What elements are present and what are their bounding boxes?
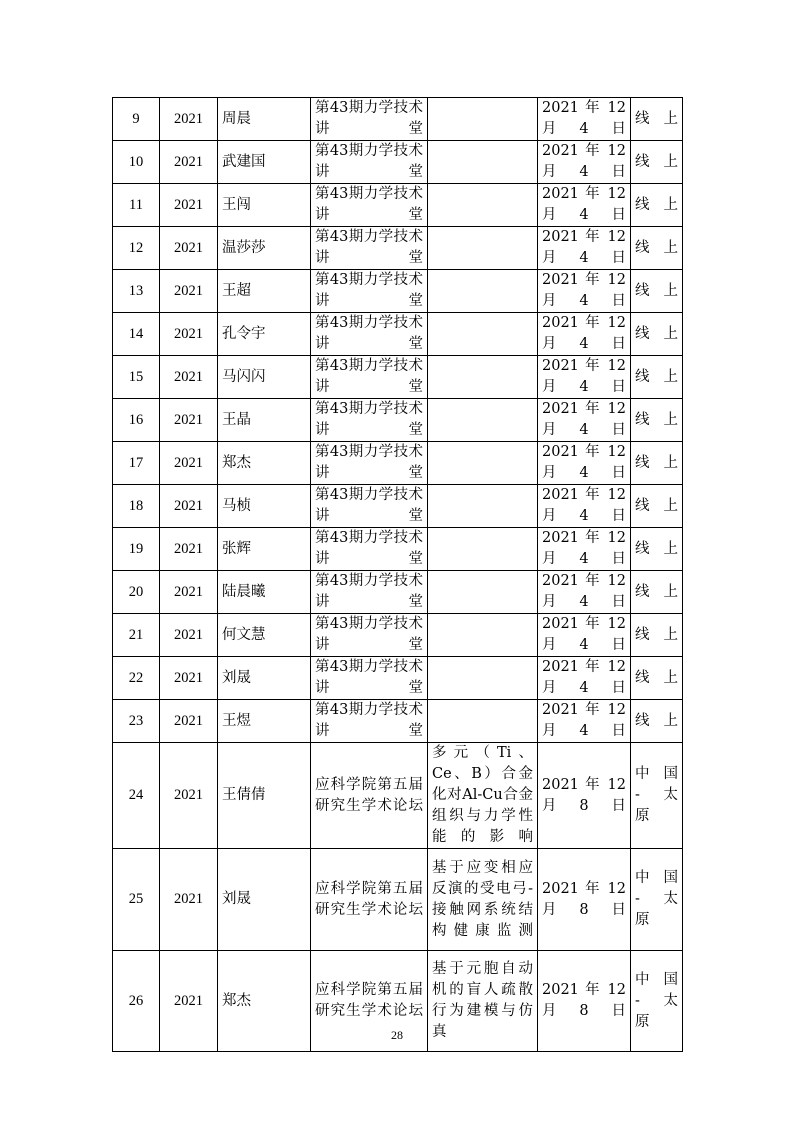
row-place: 线上 xyxy=(631,657,683,700)
table-row xyxy=(113,442,683,485)
row-topic xyxy=(428,227,538,270)
row-event: 第43期力学技术讲堂 xyxy=(311,227,428,270)
row-place: 线上 xyxy=(631,442,683,485)
row-place: 线上 xyxy=(631,571,683,614)
row-name: 温莎莎 xyxy=(218,227,311,270)
row-date: 2021 年 12 月4日 xyxy=(538,442,631,485)
row-year: 2021 xyxy=(160,571,218,614)
row-year: 2021 xyxy=(160,442,218,485)
row-year: 2021 xyxy=(160,614,218,657)
table-row xyxy=(113,849,683,951)
row-year: 2021 xyxy=(160,951,218,1052)
row-year: 2021 xyxy=(160,98,218,141)
row-topic xyxy=(428,270,538,313)
table-row xyxy=(113,571,683,614)
row-name: 郑杰 xyxy=(218,951,311,1052)
row-topic xyxy=(428,657,538,700)
row-topic xyxy=(428,356,538,399)
row-topic xyxy=(428,399,538,442)
table-row xyxy=(113,141,683,184)
row-index: 20 xyxy=(113,571,160,614)
row-date: 2021 年 12 月4日 xyxy=(538,614,631,657)
row-name: 孔令宇 xyxy=(218,313,311,356)
row-date: 2021 年 12 月4日 xyxy=(538,184,631,227)
row-name: 郑杰 xyxy=(218,442,311,485)
row-index: 10 xyxy=(113,141,160,184)
row-place: 线上 xyxy=(631,270,683,313)
row-place: 线上 xyxy=(631,98,683,141)
row-name: 陆晨曦 xyxy=(218,571,311,614)
row-name: 刘晟 xyxy=(218,849,311,951)
row-date: 2021 年 12 月4日 xyxy=(538,528,631,571)
row-date: 2021 年 12 月4日 xyxy=(538,571,631,614)
row-place: 线上 xyxy=(631,700,683,743)
row-place: 线上 xyxy=(631,184,683,227)
row-topic xyxy=(428,98,538,141)
row-place: 线上 xyxy=(631,356,683,399)
row-year: 2021 xyxy=(160,743,218,849)
row-date: 2021 年 12 月4日 xyxy=(538,700,631,743)
row-event: 第43期力学技术讲堂 xyxy=(311,657,428,700)
row-index: 25 xyxy=(113,849,160,951)
row-date: 2021 年 12 月4日 xyxy=(538,657,631,700)
row-date: 2021 年 12 月4日 xyxy=(538,270,631,313)
row-place: 中 国 - 太 原 xyxy=(631,743,683,849)
table-row xyxy=(113,356,683,399)
table-row xyxy=(113,528,683,571)
row-event: 第43期力学技术讲堂 xyxy=(311,528,428,571)
row-topic xyxy=(428,700,538,743)
row-place: 中 国 - 太 原 xyxy=(631,849,683,951)
row-event: 应科学院第五届研究生学术论坛 xyxy=(311,849,428,951)
row-year: 2021 xyxy=(160,356,218,399)
row-year: 2021 xyxy=(160,528,218,571)
row-event: 第43期力学技术讲堂 xyxy=(311,270,428,313)
row-topic: 多元（Ti、Ce、B）合金化对Al-Cu合金组织与力学性能的影响 xyxy=(428,743,538,849)
row-index: 9 xyxy=(113,98,160,141)
row-index: 18 xyxy=(113,485,160,528)
table-row xyxy=(113,700,683,743)
row-place: 中 国 - 太 原 xyxy=(631,951,683,1052)
row-year: 2021 xyxy=(160,849,218,951)
row-place: 线上 xyxy=(631,313,683,356)
row-topic xyxy=(428,614,538,657)
table-row xyxy=(113,743,683,849)
row-event: 第43期力学技术讲堂 xyxy=(311,614,428,657)
row-year: 2021 xyxy=(160,313,218,356)
row-name: 王闯 xyxy=(218,184,311,227)
row-topic: 基于元胞自动机的盲人疏散行为建模与仿真 xyxy=(428,951,538,1052)
row-name: 王倩倩 xyxy=(218,743,311,849)
row-index: 21 xyxy=(113,614,160,657)
table-row xyxy=(113,313,683,356)
row-name: 王超 xyxy=(218,270,311,313)
row-year: 2021 xyxy=(160,399,218,442)
row-index: 26 xyxy=(113,951,160,1052)
row-place: 线上 xyxy=(631,399,683,442)
row-date: 2021 年 12 月8日 xyxy=(538,849,631,951)
row-event: 第43期力学技术讲堂 xyxy=(311,184,428,227)
row-event: 第43期力学技术讲堂 xyxy=(311,442,428,485)
table-row xyxy=(113,227,683,270)
row-date: 2021 年 12 月4日 xyxy=(538,227,631,270)
row-year: 2021 xyxy=(160,485,218,528)
row-event: 第43期力学技术讲堂 xyxy=(311,571,428,614)
table-row xyxy=(113,485,683,528)
row-year: 2021 xyxy=(160,700,218,743)
row-event: 第43期力学技术讲堂 xyxy=(311,98,428,141)
row-event: 应科学院第五届研究生学术论坛 xyxy=(311,951,428,1052)
row-index: 16 xyxy=(113,399,160,442)
row-event: 应科学院第五届研究生学术论坛 xyxy=(311,743,428,849)
row-name: 武建国 xyxy=(218,141,311,184)
row-topic xyxy=(428,571,538,614)
row-event: 第43期力学技术讲堂 xyxy=(311,356,428,399)
row-name: 刘晟 xyxy=(218,657,311,700)
row-index: 15 xyxy=(113,356,160,399)
row-topic xyxy=(428,528,538,571)
row-event: 第43期力学技术讲堂 xyxy=(311,485,428,528)
row-year: 2021 xyxy=(160,270,218,313)
row-topic: 基于应变相应反演的受电弓-接触网系统结构健康监测 xyxy=(428,849,538,951)
row-name: 周晨 xyxy=(218,98,311,141)
row-date: 2021 年 12 月8日 xyxy=(538,743,631,849)
row-name: 何文慧 xyxy=(218,614,311,657)
row-index: 24 xyxy=(113,743,160,849)
row-date: 2021 年 12 月4日 xyxy=(538,356,631,399)
table-row xyxy=(113,614,683,657)
row-place: 线上 xyxy=(631,227,683,270)
row-date: 2021 年 12 月4日 xyxy=(538,485,631,528)
row-topic xyxy=(428,442,538,485)
row-name: 王煜 xyxy=(218,700,311,743)
row-place: 线上 xyxy=(631,141,683,184)
row-place: 线上 xyxy=(631,485,683,528)
row-index: 22 xyxy=(113,657,160,700)
row-name: 马闪闪 xyxy=(218,356,311,399)
row-year: 2021 xyxy=(160,227,218,270)
row-event: 第43期力学技术讲堂 xyxy=(311,313,428,356)
row-index: 14 xyxy=(113,313,160,356)
records-table xyxy=(112,97,683,1052)
row-topic xyxy=(428,141,538,184)
row-date: 2021 年 12 月4日 xyxy=(538,313,631,356)
row-topic xyxy=(428,313,538,356)
row-date: 2021 年 12 月4日 xyxy=(538,98,631,141)
row-name: 王晶 xyxy=(218,399,311,442)
row-name: 马桢 xyxy=(218,485,311,528)
table-row xyxy=(113,98,683,141)
row-index: 13 xyxy=(113,270,160,313)
row-event: 第43期力学技术讲堂 xyxy=(311,700,428,743)
row-date: 2021 年 12 月4日 xyxy=(538,399,631,442)
table-row xyxy=(113,270,683,313)
row-year: 2021 xyxy=(160,184,218,227)
row-year: 2021 xyxy=(160,141,218,184)
row-event: 第43期力学技术讲堂 xyxy=(311,399,428,442)
page-number: 28 xyxy=(391,1028,403,1042)
row-event: 第43期力学技术讲堂 xyxy=(311,141,428,184)
table-row xyxy=(113,184,683,227)
table-row xyxy=(113,399,683,442)
row-place: 线上 xyxy=(631,528,683,571)
row-topic xyxy=(428,485,538,528)
row-index: 19 xyxy=(113,528,160,571)
table-row xyxy=(113,657,683,700)
row-name: 张辉 xyxy=(218,528,311,571)
row-index: 12 xyxy=(113,227,160,270)
row-index: 17 xyxy=(113,442,160,485)
row-topic xyxy=(428,184,538,227)
row-date: 2021 年 12 月4日 xyxy=(538,141,631,184)
row-index: 23 xyxy=(113,700,160,743)
row-index: 11 xyxy=(113,184,160,227)
row-place: 线上 xyxy=(631,614,683,657)
row-year: 2021 xyxy=(160,657,218,700)
row-date: 2021 年 12 月8日 xyxy=(538,951,631,1052)
